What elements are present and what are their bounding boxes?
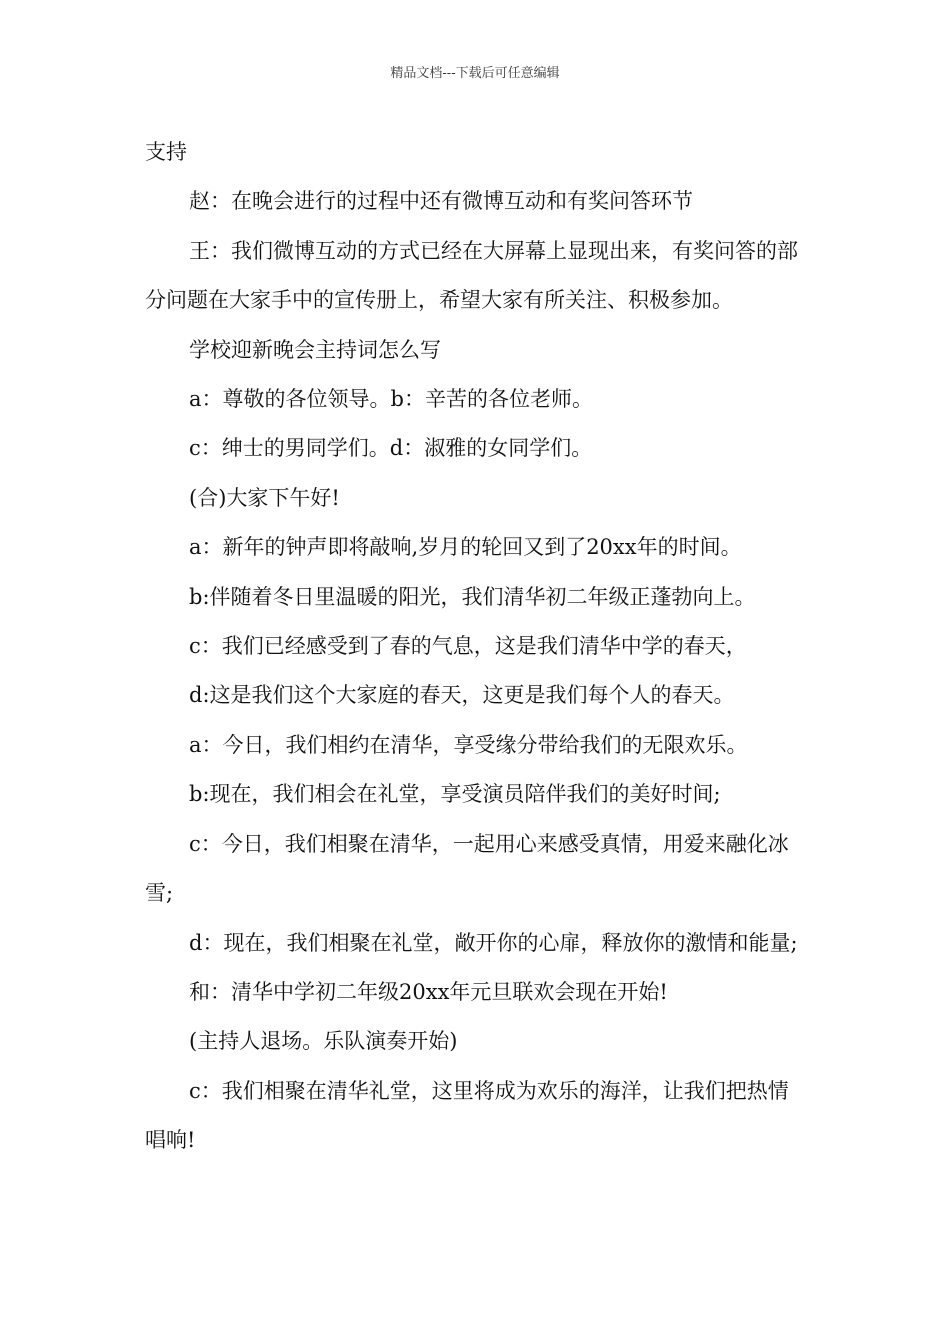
paragraph-9: b:伴随着冬日里温暖的阳光，我们清华初二年级正蓬勃向上。 — [189, 584, 756, 609]
paragraph-14: c：今日，我们相聚在清华，一起用心来感受真情，用爱来融化冰雪; — [145, 831, 789, 906]
paragraph-1: 支持 — [145, 140, 187, 164]
paragraph-13: b:现在，我们相会在礼堂，享受演员陪伴我们的美好时间; — [189, 782, 721, 807]
paragraph-8: a：新年的钟声即将敲响,岁月的轮回又到了20xx年的时间。 — [189, 535, 742, 560]
paragraph-10: c：我们已经感受到了春的气息，这是我们清华中学的春天， — [189, 634, 747, 659]
paragraph-5: a：尊敬的各位领导。b：辛苦的各位老师。 — [189, 387, 593, 412]
paragraph-6: c：绅士的男同学们。d：淑雅的女同学们。 — [189, 436, 593, 461]
paragraph-18: c：我们相聚在清华礼堂，这里将成为欢乐的海洋，让我们把热情唱响! — [145, 1078, 789, 1153]
paragraph-3: 王：我们微博互动的方式已经在大屏幕上显现出来，有奖问答的部分问题在大家手中的宣传册上，希望大家有所关注、积极参加。 — [145, 238, 798, 313]
paragraph-2: 赵：在晚会进行的过程中还有微博互动和有奖问答环节 — [189, 189, 693, 214]
paragraph-15: d：现在，我们相聚在礼堂，敞开你的心扉，释放你的激情和能量; — [189, 930, 798, 955]
paragraph-7: (合)大家下午好! — [189, 485, 340, 510]
paragraph-11: d:这是我们这个大家庭的春天，这更是我们每个人的春天。 — [189, 683, 735, 708]
paragraph-12: a：今日，我们相约在清华，享受缘分带给我们的无限欢乐。 — [189, 732, 748, 757]
paragraph-16: 和：清华中学初二年级20xx年元旦联欢会现在开始! — [189, 979, 668, 1004]
document-body — [145, 128, 807, 1166]
page-header: 精品文档---下载后可任意编辑 — [390, 66, 560, 81]
paragraph-4: 学校迎新晚会主持词怎么写 — [189, 337, 441, 362]
paragraph-17: (主持人退场。乐队演奏开始) — [189, 1029, 458, 1054]
